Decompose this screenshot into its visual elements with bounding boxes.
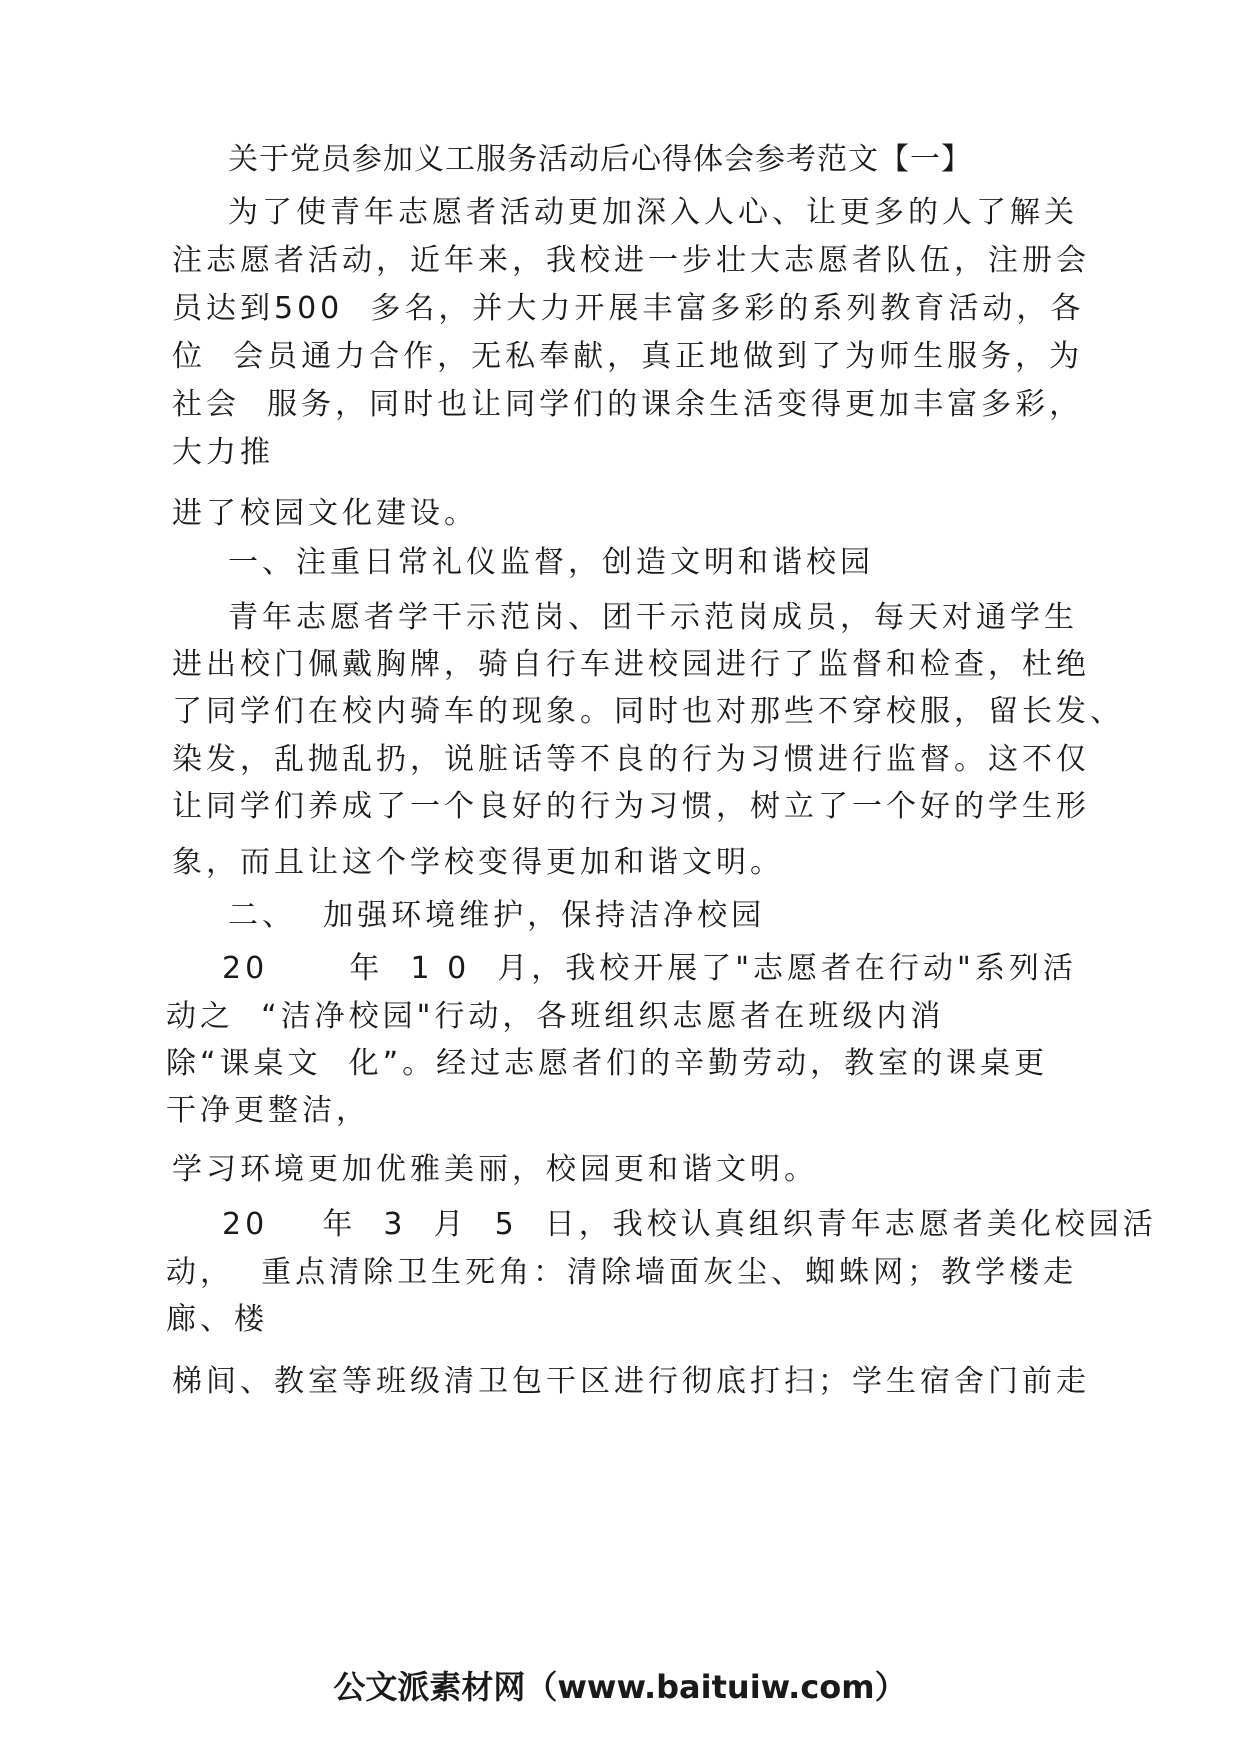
- text-line: 20 年 1 0 月，我校开展了"志愿者在行动"系列活: [222, 951, 1077, 986]
- text-line: 动， 重点清除卫生死角：清除墙面灰尘、蜘蛛网；教学楼走: [166, 1255, 1078, 1290]
- text-line: 除“课桌文 化”。经过志愿者们的辛勤劳动，教室的课桌更: [166, 1046, 1049, 1081]
- text-line: 社会 服务，同时也让同学们的课余生活变得更加丰富多彩，: [172, 387, 1084, 422]
- text-line: 染发，乱抛乱扔，说脏话等不良的行为习惯进行监督。这不仅: [172, 742, 1090, 777]
- text-line: 为了使青年志愿者活动更加深入人心、让更多的人了解关: [228, 195, 1078, 230]
- text-line: 干净更整洁，: [166, 1093, 370, 1128]
- text-line: 20 年 3 月 5 日，我校认真组织青年志愿者美化校园活: [222, 1207, 1157, 1242]
- text-line: 位 会员通力合作，无私奉献，真正地做到了为师生服务，为: [172, 339, 1084, 374]
- text-line: 大力推: [172, 435, 274, 470]
- document-title: 关于党员参加义工服务活动后心得体会参考范文【一】: [228, 142, 972, 177]
- section-heading: 二、 加强环境维护，保持洁净校园: [228, 898, 766, 933]
- text-line: 青年志愿者学干示范岗、团干示范岗成员，每天对通学生: [228, 600, 1078, 635]
- text-line: 了同学们在校内骑车的现象。同时也对那些不穿校服，留长发、: [172, 694, 1124, 729]
- text-line: 象，而且让这个学校变得更加和谐文明。: [172, 845, 784, 880]
- text-line: 进出校门佩戴胸牌，骑自行车进校园进行了监督和检查，杜绝: [172, 647, 1090, 682]
- text-line: 注志愿者活动，近年来，我校进一步壮大志愿者队伍，注册会: [172, 243, 1090, 278]
- section-heading: 一、注重日常礼仪监督，创造文明和谐校园: [228, 545, 874, 580]
- text-line: 让同学们养成了一个良好的行为习惯，树立了一个好的学生形: [172, 789, 1090, 824]
- text-line: 员达到500 多名，并大力开展丰富多彩的系列教育活动，各: [172, 291, 1085, 326]
- text-line: 廊、楼: [166, 1302, 268, 1337]
- text-line: 进了校园文化建设。: [172, 496, 478, 531]
- text-line: 动之 “洁净校园"行动，各班组织志愿者在班级内消: [166, 999, 945, 1034]
- text-line: 学习环境更加优雅美丽，校园更和谐文明。: [172, 1152, 818, 1187]
- footer-watermark: 公文派素材网（www.baituiw.com）: [333, 1668, 907, 1706]
- text-line: 梯间、教室等班级清卫包干区进行彻底打扫；学生宿舍门前走: [172, 1364, 1090, 1399]
